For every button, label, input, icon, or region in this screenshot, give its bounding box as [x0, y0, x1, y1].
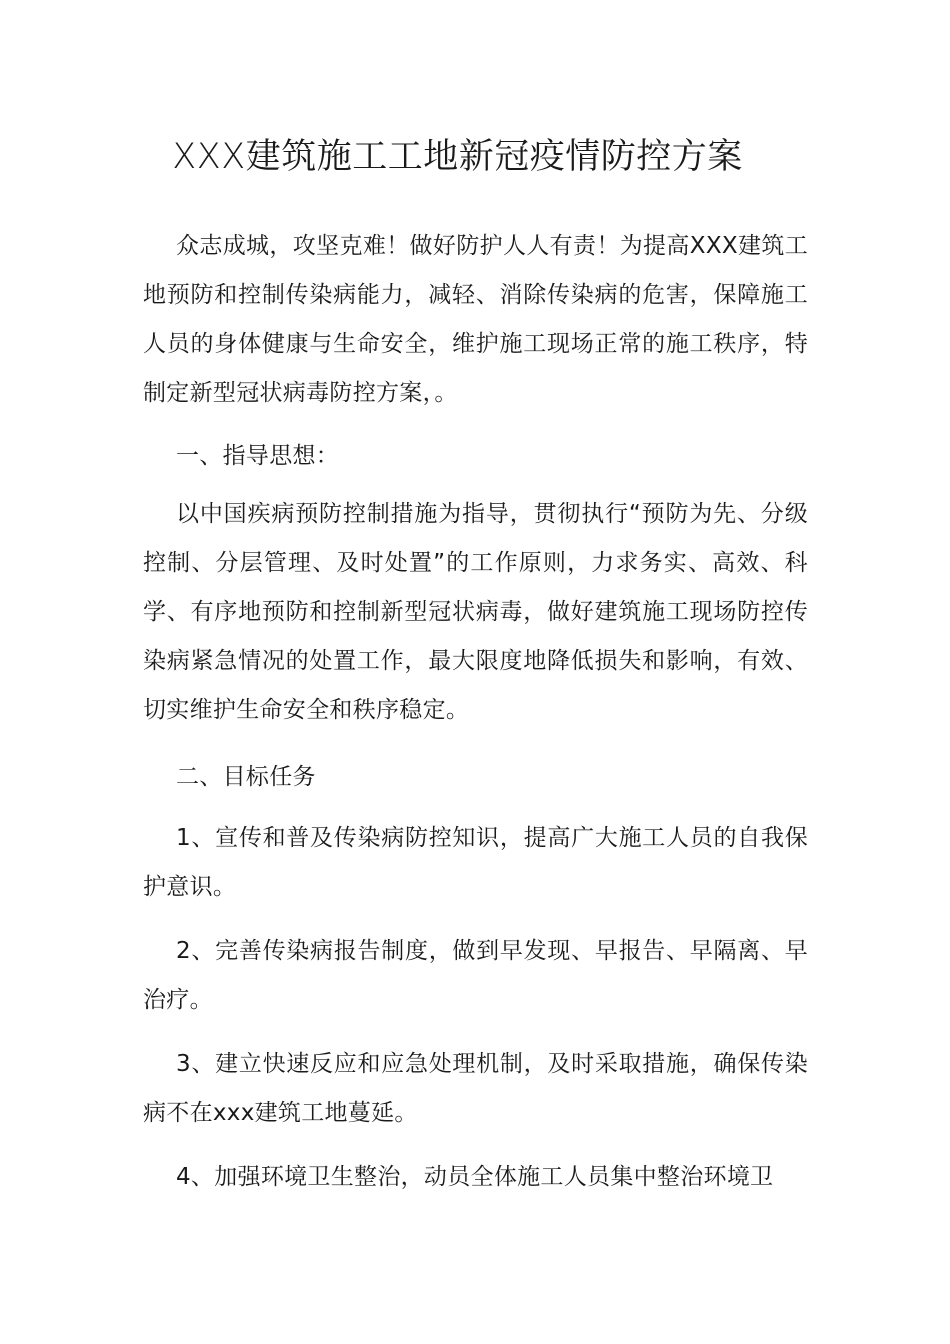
intro-paragraph: 众志成城，攻坚克难！做好防护人人有责！为提高XXX建筑工地预防和控制传染病能力，减轻、消除传染病的危害，保障施工人员的身体健康与生命安全，维护施工现场正常的施工秩序，特制定新型冠状病毒防控方案，。 [143, 233, 808, 406]
guiding-ideology-paragraph: 以中国疾病预防控制措施为指导，贯彻执行“预防为先、分级控制、分层管理、及时处置”的工作原则，力求务实、高效、科学、有序地预防和控制新型冠状病毒，做好建筑施工现场防控传染病紧急情况的处置工作，最大限度地降低损失和影响，有效、切实维护生命安全和秩序稳定。 [143, 501, 808, 723]
task-item-2: 2、完善传染病报告制度，做到早发现、早报告、早隔离、早治疗。 [143, 938, 808, 1013]
task-item-4: 4、加强环境卫生整治，动员全体施工人员集中整治环境卫 [176, 1164, 774, 1190]
task-item-1: 1、宣传和普及传染病防控知识，提高广大施工人员的自我保护意识。 [143, 825, 808, 900]
document-title: XXX建筑施工工地新冠疫情防控方案 [172, 137, 743, 178]
section-heading-guiding-ideology: 一、指导思想： [176, 443, 340, 469]
task-item-3: 3、建立快速反应和应急处理机制，及时采取措施，确保传染病不在xxx建筑工地蔓延。 [143, 1051, 808, 1126]
section-heading-goals-tasks: 二、目标任务 [176, 764, 316, 790]
